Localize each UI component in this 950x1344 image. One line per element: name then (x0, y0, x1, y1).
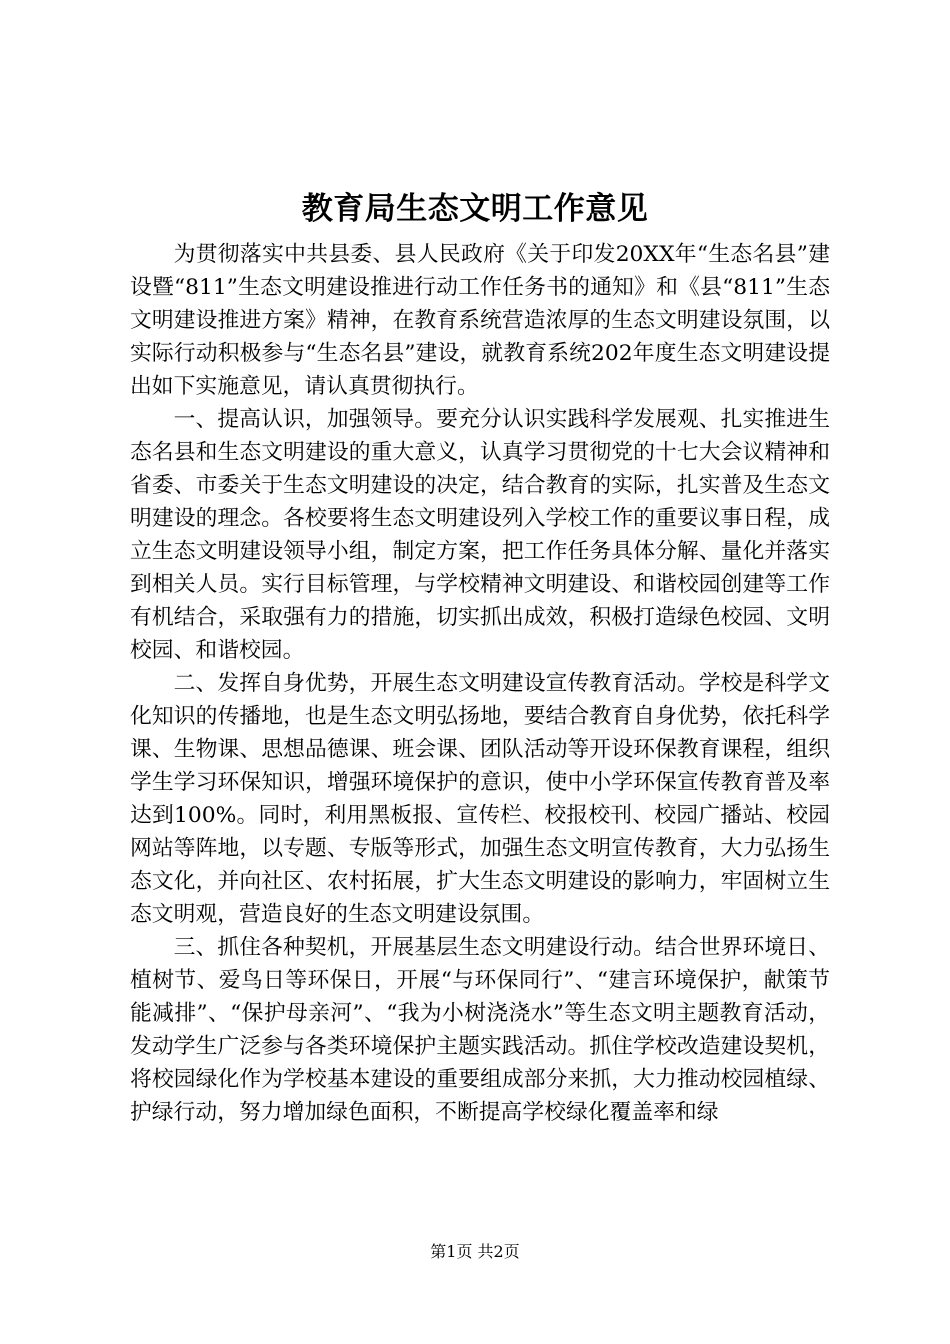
document-body (130, 238, 830, 1129)
paragraph-section-1: 一、提高认识，加强领导。要充分认识实践科学发展观、扎实推进生态名县和生态文明建设的重大意义，认真学习贯彻党的十七大会议精神和省委、市委关于生态文明建设的决定，结合教育的实际，扎实普及生态文明建设的理念。各校要将生态文明建设列入学校工作的重要议事日程，成立生态文明建设领导小组，制定方案，把工作任务具体分解、量化并落实到相关人员。实行目标管理，与学校精神文明建设、和谐校园创建等工作有机结合，采取强有力的措施，切实抓出成效，积极打造绿色校园、文明校园、和谐校园。 (130, 407, 830, 663)
document-title: 教育局生态文明工作意见 (301, 191, 649, 227)
paragraph-intro: 为贯彻落实中共县委、县人民政府《关于印发20XX年“生态名县”建设暨“811”生态文明建设推进行动工作任务书的通知》和《县“811”生态文明建设推进方案》精神，在教育系统营造浓厚的生态文明建设氛围，以实际行动积极参与“生态名县”建设，就教育系统202年度生态文明建设提出如下实施意见，请认真贯彻执行。 (130, 242, 830, 399)
page-number-footer: 第1页 共2页 (430, 1242, 520, 1261)
paragraph-section-2: 二、发挥自身优势，开展生态文明建设宣传教育活动。学校是科学文化知识的传播地，也是生态文明弘扬地，要结合教育自身优势，依托科学课、生物课、思想品德课、班会课、团队活动等开设环保教育课程，组织学生学习环保知识，增强环境保护的意识，使中小学环保宣传教育普及率达到100%。同时，利用黑板报、宣传栏、校报校刊、校园广播站、校园网站等阵地，以专题、专版等形式，加强生态文明宣传教育，大力弘扬生态文化，并向社区、农村拓展，扩大生态文明建设的影响力，牢固树立生态文明观，营造良好的生态文明建设氛围。 (130, 671, 830, 927)
paragraph-section-3: 三、抓住各种契机，开展基层生态文明建设行动。结合世界环境日、植树节、爱鸟日等环保日，开展“与环保同行”、“建言环境保护，献策节能减排”、“保护母亲河”、“我为小树浇浇水”等生态文明主题教育活动，发动学生广泛参与各类环境保护主题实践活动。抓住学校改造建设契机，将校园绿化作为学校基本建设的重要组成部分来抓，大力推动校园植绿、护绿行动，努力增加绿色面积，不断提高学校绿化覆盖率和绿 (130, 935, 830, 1125)
